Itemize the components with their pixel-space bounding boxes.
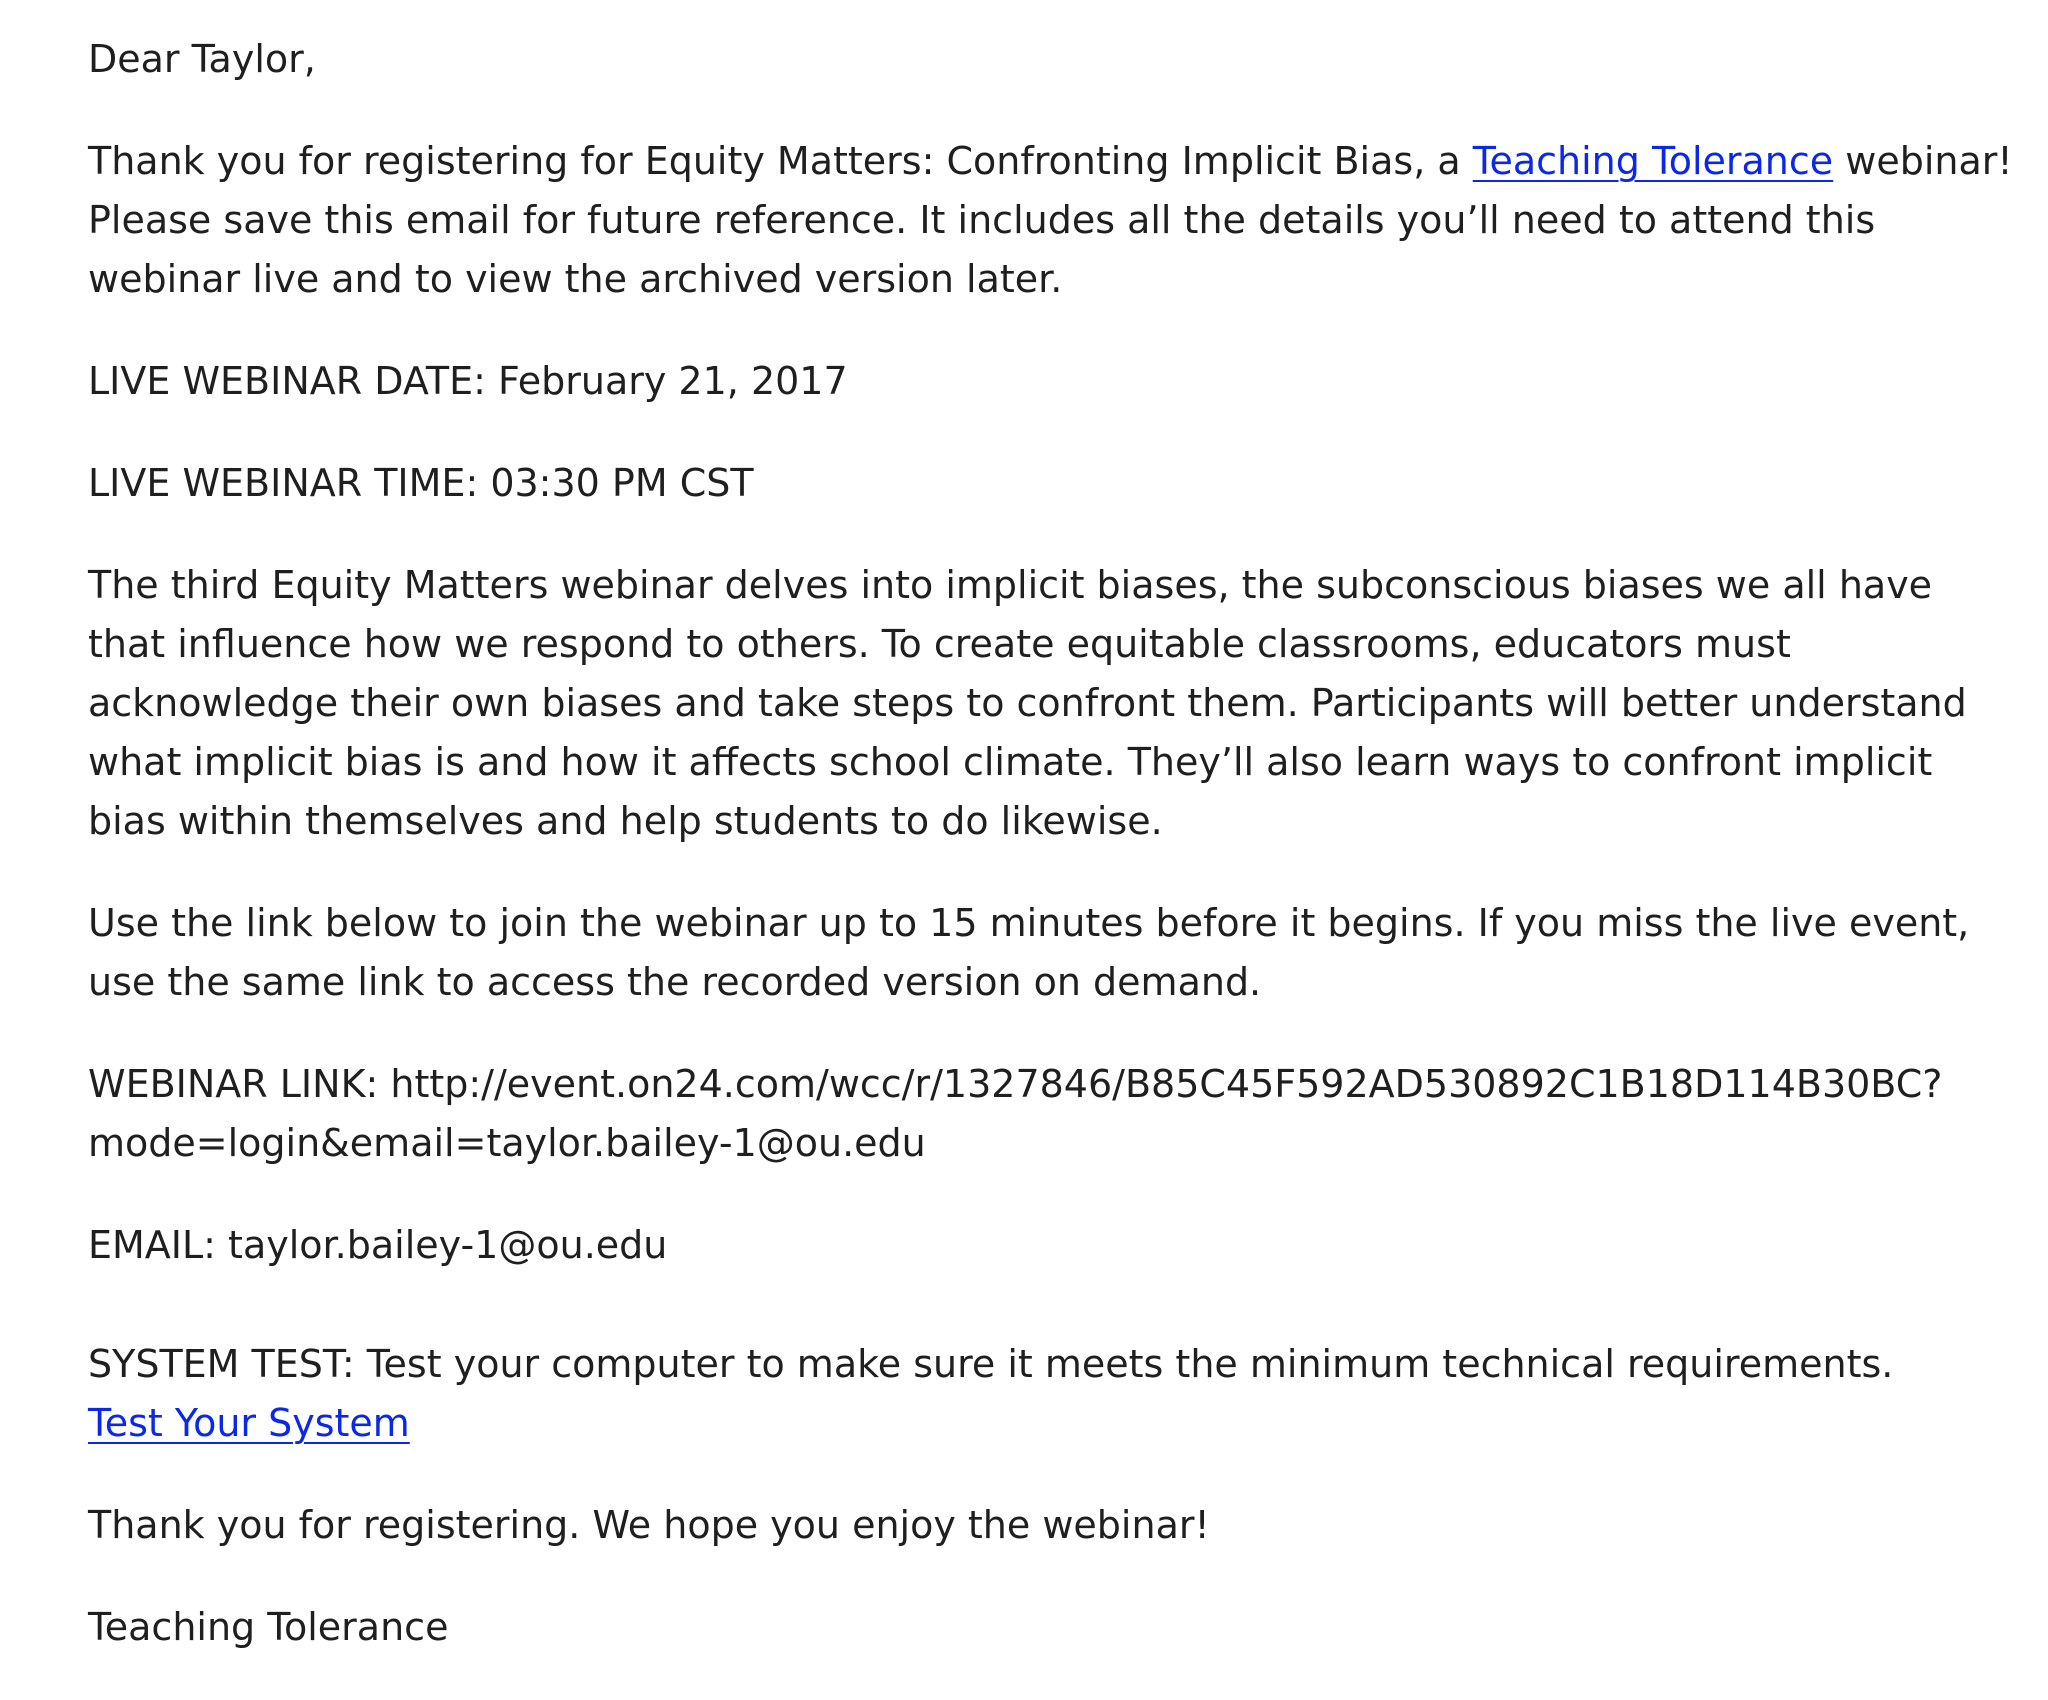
webinar-description: The third Equity Matters webinar delves into implicit biases, the subconscious biases we all have that influence how we respond to others. To create equitable classrooms, educators must acknowledge their own biases and take steps to confront them. Participants will better understand what implicit bias is and how it affects school climate. They’ll also learn ways to confront implicit bias within themselves and help students to do likewise. bbox=[88, 563, 1967, 843]
system-test-paragraph bbox=[88, 1335, 2018, 1453]
teaching-tolerance-link[interactable]: Teaching Tolerance bbox=[1472, 139, 1834, 183]
email-body bbox=[88, 30, 2018, 1700]
email-address-line: EMAIL: taylor.bailey-1@ou.edu bbox=[88, 1223, 668, 1267]
join-instructions: Use the link below to join the webinar up to 15 minutes before it begins. If you miss the live event, use the same link to access the recorded version on demand. bbox=[88, 901, 1970, 1004]
intro-text-before-link: Thank you for registering for Equity Matters: Confronting Implicit Bias, a bbox=[88, 139, 1473, 183]
test-your-system-link[interactable]: Test Your System bbox=[88, 1401, 410, 1445]
webinar-link-line1: WEBINAR LINK: http://event.on24.com/wcc/r/1327846/B85C45F592AD530892C1B18D114B30BC? bbox=[88, 1062, 1943, 1106]
live-webinar-date: LIVE WEBINAR DATE: February 21, 2017 bbox=[88, 359, 848, 403]
greeting: Dear Taylor, bbox=[88, 37, 316, 81]
live-webinar-time: LIVE WEBINAR TIME: 03:30 PM CST bbox=[88, 461, 754, 505]
webinar-link-line2: mode=login&email=taylor.bailey-1@ou.edu bbox=[88, 1121, 926, 1165]
intro-text-after-link: webinar! Please save this email for future reference. It includes all the details you’ll need to attend this webinar live and to view the archived version later. bbox=[88, 139, 2013, 301]
closing-line: Thank you for registering. We hope you enjoy the webinar! bbox=[88, 1503, 1210, 1547]
signature: Teaching Tolerance bbox=[88, 1605, 449, 1649]
system-test-text: SYSTEM TEST: Test your computer to make sure it meets the minimum technical requirements. bbox=[88, 1342, 1894, 1386]
webinar-link-paragraph bbox=[88, 1055, 2018, 1173]
intro-paragraph bbox=[88, 132, 2018, 309]
